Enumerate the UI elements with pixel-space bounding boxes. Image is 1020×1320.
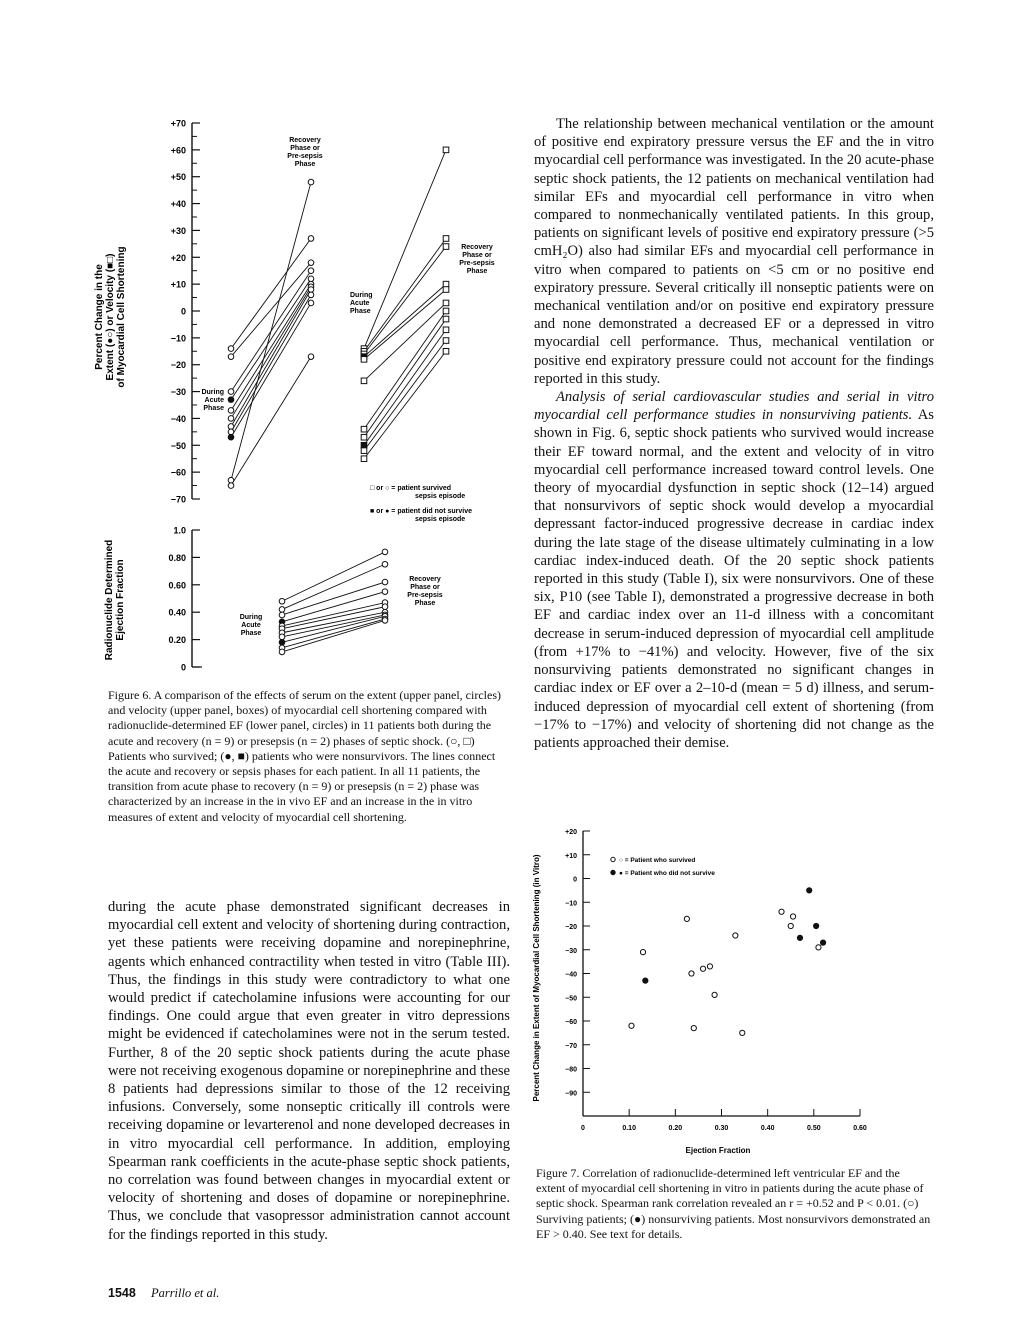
ejection-fraction-point	[279, 634, 285, 640]
extent-connector	[231, 303, 311, 437]
velocity-connector	[364, 303, 446, 381]
upper-recovery-label-right-3: Pre-sepsis	[459, 260, 495, 267]
upper-acute-label-right-1: During	[350, 292, 373, 299]
upper-ylabel-line-1: Percent Change in the	[94, 264, 105, 370]
figure-7-marks	[611, 857, 826, 1035]
upper-recovery-label-right-2: Phase or	[462, 252, 492, 259]
left-paragraph: during the acute phase demonstrated significant decreases in myocardial cell extent and velocity of shortening during contraction, yet these patients were receiving dopamine and norepinephrine, agents which enhanced contractility when tested in vitro (Table III). Thus, the findings in this study were contradictory to what one would predict if catecholamine infusions were accounting for our findings. One could argue that even greater in vitro depressions might be evidenced if catecholamines were not in the serum tested. Further, 8 of the 20 septic shock patients during the acute phase were not receiving exogenous dopamine or norepinephrine and these 8 patients had depressions similar to those of the 12 receiving infusions. Conversely, some nonseptic critically ill controls were receiving dopamine or levarterenol and none developed decreases in in vitro myocardial cell performance. In addition, employing Spearman rank coefficients in the acute-phase septic shock patients, no correlation was found between changes in myocardial extent or velocity of shortening and doses of dopamine or norepinephrine. Thus, we conclude that vasopressor administration cannot account for the findings reported in this study.	[108, 899, 510, 1243]
velocity-connector	[364, 351, 446, 458]
figure-7-xlabel: Ejection Fraction	[685, 1146, 751, 1155]
upper-panel-axis	[171, 119, 200, 505]
upper-acute-label-3: Phase	[203, 405, 224, 412]
velocity-point	[443, 300, 449, 306]
extent-point	[308, 354, 314, 360]
page-footer	[108, 1286, 219, 1301]
survivor-point	[691, 1026, 696, 1031]
extent-point	[308, 260, 314, 266]
velocity-point	[361, 357, 367, 363]
extent-connector	[231, 279, 311, 400]
upper-tick-label: +40	[170, 199, 186, 210]
ejection-fraction-connector	[282, 552, 385, 601]
extent-connector	[231, 295, 311, 432]
extent-point	[228, 483, 234, 489]
fig7-y-tick-label: −20	[565, 924, 577, 931]
upper-tick-label: −60	[170, 467, 186, 478]
fig7-y-tick-label: −60	[565, 1019, 577, 1026]
figure-7-axis	[565, 829, 867, 1132]
extent-point	[228, 429, 234, 435]
survivor-point	[790, 914, 795, 919]
fig7-x-tick-label: 0	[581, 1125, 585, 1132]
velocity-point	[443, 287, 449, 293]
extent-connector	[231, 357, 311, 486]
lower-tick-label: 0.60	[168, 580, 186, 591]
left-column-body	[108, 898, 510, 1244]
upper-acute-label-2: Acute	[204, 397, 224, 404]
extent-point	[228, 477, 234, 483]
upper-tick-label: −30	[170, 387, 186, 398]
extent-point	[228, 434, 234, 440]
right-paragraph-2	[534, 388, 934, 752]
velocity-connector	[364, 150, 446, 349]
upper-tick-label: −70	[170, 494, 186, 505]
velocity-point	[361, 448, 367, 454]
ejection-fraction-point	[279, 607, 285, 613]
velocity-point	[443, 244, 449, 250]
upper-recovery-label-2: Phase or	[290, 145, 320, 152]
fig7-y-tick-label: +20	[565, 829, 577, 836]
velocity-point	[361, 442, 367, 448]
lower-acute-label-1: During	[239, 614, 263, 621]
right-paragraph-2-text: As shown in Fig. 6, septic shock patients who survived would increase their EF toward normal, and the extent and velocity of in vitro myocardial cell performance increased toward control levels. One theory of myocardial dysfunction in septic shock (12–14) argued that nonsurvivors of septic shock would develop a myocardial depressant factor-induced progressive decrease in cardiac index during the late stage of the disease ultimately culminating in a low cardiac index-induced death. Of the 20 septic shock patients reported in this study (Table I), six were nonsurvivors. One of these six, P10 (see Table I), demonstrated a progressive decrease in both EF and cardiac index over an 11-d illness with a concomitant decrease in serum-induced depression of myocardial cell amplitude (from +17% to −41%) and velocity. However, five of the six nonsurviving patients demonstrated no significant changes in cardiac index or EF over a 2–10-d (mean = 5 d) illness, and serum-induced depression of myocardial cell extent of shortening (from −17% to −17%) and velocity of shortening did not change as the patients approached their demise.	[534, 407, 934, 751]
upper-acute-label-1: During	[201, 389, 224, 396]
extent-point	[308, 179, 314, 185]
fig7-legend-survived: ○ = Patient who survived	[619, 857, 696, 864]
lower-recovery-label-4: Phase	[414, 600, 436, 607]
upper-tick-label: +10	[170, 279, 186, 290]
velocity-point	[443, 236, 449, 242]
upper-recovery-label-1: Recovery	[289, 137, 321, 144]
extent-point	[308, 236, 314, 242]
figure-6	[80, 105, 540, 685]
nonsurvivor-point	[797, 935, 802, 940]
velocity-point	[361, 426, 367, 432]
velocity-connector	[364, 319, 446, 437]
fig7-x-tick-label: 0.10	[622, 1125, 636, 1132]
lower-tick-label: 0.20	[168, 635, 186, 646]
page-number: 1548	[108, 1286, 136, 1300]
fig7-y-tick-label: 0	[573, 876, 577, 884]
velocity-connector	[364, 311, 446, 429]
velocity-point	[361, 434, 367, 440]
upper-tick-label: +20	[170, 252, 186, 263]
extent-connector	[231, 287, 311, 419]
fig7-legend-filled-marker	[611, 870, 615, 874]
fig7-x-tick-label: 0.20	[668, 1125, 683, 1132]
figure-7-caption: Figure 7. Correlation of radionuclide-determined left ventricular EF and the extent of myocardial cell shortening in vitro in patients during the acute phase of septic shock. Spearman rank correlation revealed an r = +0.52 and P < 0.01. (○) Surviving patients; (●) nonsurviving patients. Most nonsurvivors demonstrated an EF > 0.40. See text for details.	[536, 1166, 931, 1241]
upper-ylabel-line-2: Extent (●○) or Velocity (■□)	[105, 253, 116, 381]
velocity-point	[443, 327, 449, 333]
extent-point	[228, 346, 234, 352]
fig7-x-tick-label: 0.40	[760, 1125, 775, 1132]
lower-recovery-label-3: Pre-sepsis	[407, 592, 443, 599]
velocity-point	[443, 316, 449, 322]
survivor-point	[740, 1030, 745, 1035]
ejection-fraction-point	[279, 640, 285, 646]
upper-tick-label: −10	[170, 333, 186, 344]
figure-6-caption: Figure 6. A comparison of the effects of serum on the extent (upper panel, circles) and velocity (upper panel, boxes) of myocardial cell shortening compared with radionuclide-determined EF (lower panel, circles) in 11 patients both during the acute and recovery (n = 9) or presepsis (n = 2) phases of septic shock. (○, □) Patients who survived; (●, ■) patients who were nonsurvivors. The lines connect the acute and recovery or sepsis phases for each patient. In all 11 patients, the transition from acute phase to recovery (n = 9) or presepsis (n = 2) phase was characterized by an increase in the in vivo EF and an increase in the in vitro measures of extent and velocity of myocardial cell shortening.	[108, 688, 501, 824]
upper-recovery-label-3: Pre-sepsis	[287, 153, 323, 160]
velocity-connector	[364, 330, 446, 445]
nonsurvivor-point	[643, 978, 648, 983]
lower-panel-axis	[168, 526, 202, 673]
fig7-y-tick-label: −80	[565, 1066, 577, 1074]
extent-point	[308, 300, 314, 306]
lower-acute-label-3: Phase	[240, 630, 262, 637]
nonsurvivor-point	[807, 888, 812, 893]
upper-tick-label: −50	[170, 440, 186, 451]
legend-survived: □ or ○ = patient survived	[370, 485, 452, 492]
survivor-point	[640, 950, 645, 955]
extent-point	[228, 397, 234, 403]
section-heading: Analysis of serial cardiovascular studies and serial in vitro myocardial cell performance studies in nonsurviving patients.	[534, 389, 934, 424]
ejection-fraction-point	[382, 618, 388, 624]
upper-tick-label: +70	[170, 118, 186, 129]
lower-tick-label: 0.40	[168, 607, 186, 618]
fig7-x-tick-label: 0.50	[807, 1125, 821, 1132]
running-author: Parrillo et al.	[150, 1286, 220, 1300]
survivor-point	[816, 945, 821, 950]
extent-point	[228, 389, 234, 395]
survivor-point	[629, 1023, 634, 1028]
velocity-point	[443, 348, 449, 354]
right-column-body	[534, 115, 934, 752]
upper-tick-label: −40	[170, 413, 186, 424]
fig7-y-tick-label: −90	[565, 1090, 577, 1098]
upper-recovery-label-right-1: Recovery	[461, 244, 493, 251]
survivor-point	[707, 964, 712, 969]
nonsurvivor-point	[814, 923, 819, 928]
fig7-x-tick-label: 0.60	[853, 1125, 867, 1132]
legend-died-2: sepsis episode	[415, 516, 466, 523]
velocity-point	[443, 147, 449, 153]
survivor-point	[700, 966, 705, 971]
velocity-connector	[364, 341, 446, 451]
legend-survived-2: sepsis episode	[415, 493, 466, 500]
ejection-fraction-point	[279, 612, 285, 618]
lower-acute-label-2: Acute	[241, 622, 261, 629]
figure-7	[525, 818, 885, 1163]
velocity-point	[361, 456, 367, 462]
upper-tick-label: −20	[170, 360, 186, 371]
upper-recovery-label-right	[459, 244, 495, 275]
figure-6-legend	[370, 485, 472, 523]
survivor-point	[733, 933, 738, 938]
lower-ylabel	[104, 540, 126, 661]
extent-point	[308, 292, 314, 298]
survivor-point	[684, 916, 689, 921]
extent-point	[228, 424, 234, 430]
upper-acute-label-right	[350, 292, 373, 315]
lower-recovery-label-1: Recovery	[409, 576, 441, 583]
extent-point	[228, 416, 234, 422]
figure-7-ylabel	[532, 854, 541, 1101]
fig7-y-tick-label: −40	[565, 971, 577, 979]
lower-tick-label: 1.0	[173, 525, 186, 536]
extent-point	[228, 354, 234, 360]
ejection-fraction-point	[382, 604, 388, 610]
survivor-point	[779, 909, 784, 914]
upper-tick-label: 0	[180, 306, 186, 317]
lower-ylabel-line-1: Radionuclide Determined	[104, 539, 115, 661]
extent-point	[308, 268, 314, 274]
extent-connector	[231, 182, 311, 480]
lower-recovery-label	[407, 576, 443, 607]
survivor-point	[689, 971, 694, 976]
lower-tick-label: 0.80	[168, 552, 186, 563]
ejection-fraction-point	[279, 598, 285, 604]
survivor-point	[712, 992, 717, 997]
upper-tick-label: +30	[170, 225, 186, 236]
ejection-fraction-point	[382, 589, 388, 595]
ejection-fraction-point	[382, 579, 388, 585]
lower-ylabel-line-2: Ejection Fraction	[115, 559, 126, 641]
figure-7-legend	[619, 857, 715, 877]
fig7-y-tick-label: −70	[565, 1042, 577, 1050]
fig7-y-tick-label: −30	[565, 947, 577, 955]
velocity-point	[443, 338, 449, 344]
right-paragraph-1: The relationship between mechanical ventilation or the amount of positive end expiratory pressure versus the EF and the in vitro myocardial cell performance was investigated. In the 20 acute-phase septic shock patients, the 12 patients on mechanical ventilation had similar EFs and myocardial cell performance in vitro when compared to nonmechanically ventilated patients. In this group, patients on significant levels of positive end expiratory pressure (>5 cmH₂O) also had similar EFs and myocardial cell performance in vitro when compared to patients on <5 cm or no positive end expiratory pressure. Several critically ill nonseptic patients were on mechanical ventilation and/or on positive end expiratory pressure and none demonstrated a decreased EF or a depressed in vitro myocardial cell performance. Thus, mechanical ventilation or positive end expiratory pressure could not account for the findings reported in this study.	[534, 116, 934, 387]
legend-died: ■ or ● = patient did not survive	[370, 508, 472, 515]
ejection-fraction-point	[279, 649, 285, 655]
upper-acute-label	[201, 389, 224, 412]
fig7-y-tick-label: −50	[565, 995, 577, 1003]
figure-7-ylabel-text: Percent Change in Extent of Myocardial Cell Shortening (in Vitro)	[532, 854, 541, 1102]
upper-tick-label: +50	[170, 172, 186, 183]
velocity-point	[443, 308, 449, 314]
extent-point	[308, 276, 314, 282]
velocity-point	[443, 281, 449, 287]
lower-recovery-label-2: Phase or	[410, 584, 440, 591]
fig7-legend-open-marker	[611, 857, 615, 861]
upper-ylabel	[94, 246, 127, 387]
fig7-legend-died: ● = Patient who did not survive	[619, 870, 715, 877]
extent-connector	[231, 284, 311, 410]
extent-point	[308, 287, 314, 293]
survivor-point	[788, 923, 793, 928]
ejection-fraction-point	[382, 549, 388, 555]
upper-acute-label-right-2: Acute	[350, 300, 370, 307]
upper-recovery-label-4: Phase	[294, 161, 316, 168]
nonsurvivor-point	[820, 940, 825, 945]
upper-recovery-label	[287, 137, 323, 168]
upper-recovery-label-right-4: Phase	[466, 268, 488, 275]
velocity-point	[361, 378, 367, 384]
upper-tick-label: +60	[170, 145, 186, 156]
lower-acute-label	[240, 614, 263, 637]
fig7-y-tick-label: +10	[565, 852, 577, 860]
fig7-x-tick-label: 0.30	[714, 1125, 729, 1132]
ejection-fraction-point	[382, 561, 388, 567]
fig7-y-tick-label: −10	[565, 900, 577, 908]
lower-tick-label: 0	[180, 662, 186, 673]
extent-point	[228, 408, 234, 414]
upper-ylabel-line-3: of Myocardial Cell Shortening	[116, 246, 127, 388]
upper-acute-label-right-3: Phase	[350, 308, 371, 315]
